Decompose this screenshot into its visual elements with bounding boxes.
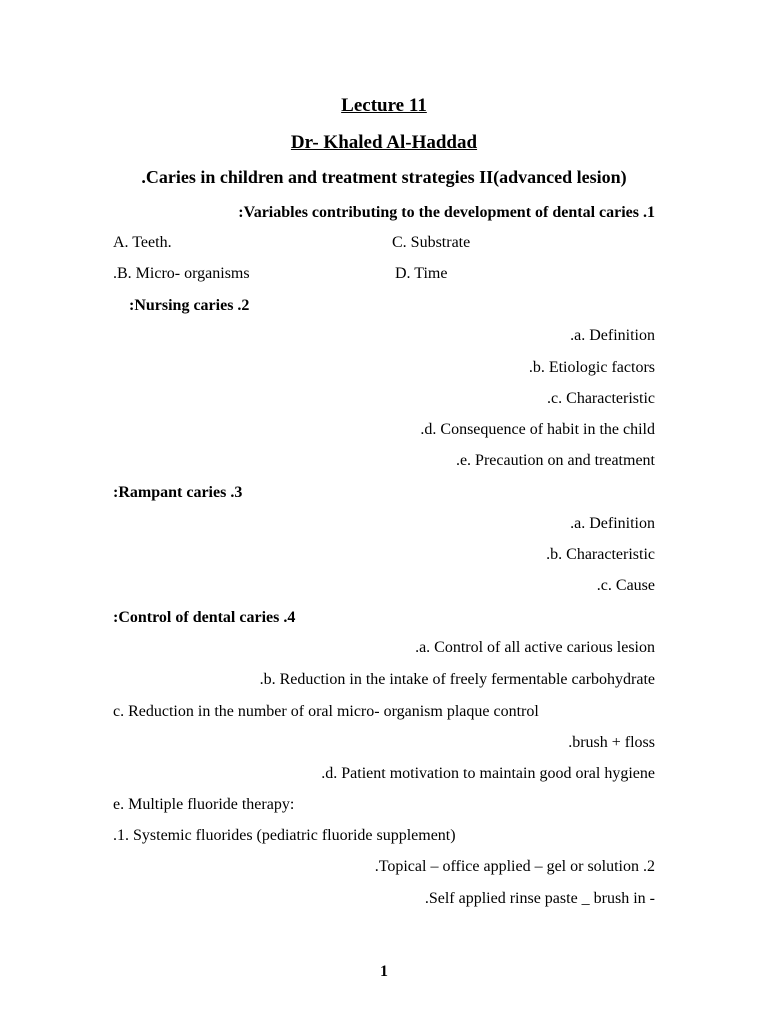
- page-number: 1: [380, 963, 388, 980]
- section-2-item: .a. Definition: [570, 327, 655, 344]
- section-2-item: .e. Precaution on and treatment: [455, 452, 655, 469]
- author-name: Dr- Khaled Al-Haddad: [290, 132, 478, 153]
- section-2-heading: :Nursing caries .2: [129, 297, 250, 314]
- section-4-item: c. Reduction in the number of oral micro- organism plaque control: [113, 703, 539, 720]
- section-3-heading: :Rampant caries .3: [113, 484, 243, 501]
- section-2-item: .c. Characteristic: [547, 390, 655, 407]
- section-4-heading: :Control of dental caries .4: [113, 609, 296, 626]
- section-1-heading: :Variables contributing to the development of dental caries .1: [238, 204, 655, 221]
- section-4-item: .1. Systemic fluorides (pediatric fluoride supplement): [113, 827, 456, 844]
- section-4-item: .b. Reduction in the intake of freely fermentable carbohydrate: [259, 671, 655, 688]
- section-1-item-substrate: C. Substrate: [392, 234, 471, 251]
- section-3-item: .c. Cause: [596, 577, 655, 594]
- section-4-item: .Self applied rinse paste _ brush in -: [424, 890, 655, 907]
- section-4-item: .brush + floss: [568, 734, 655, 751]
- section-4-item: .a. Control of all active carious lesion: [415, 639, 655, 656]
- section-4-item: .d. Patient motivation to maintain good oral hygiene: [321, 765, 655, 782]
- section-1-item-teeth: A. Teeth.: [113, 234, 172, 251]
- section-3-item: .b. Characteristic: [546, 546, 655, 563]
- section-2-item: .b. Etiologic factors: [528, 359, 655, 376]
- section-4-item: e. Multiple fluoride therapy:: [113, 796, 295, 813]
- lecture-title: Lecture 11: [341, 95, 427, 116]
- lecture-topic: .Caries in children and treatment strategies II(advanced lesion): [141, 167, 627, 187]
- section-3-item: .a. Definition: [570, 515, 655, 532]
- section-4-item: .Topical – office applied – gel or solution .2: [374, 858, 655, 875]
- section-1-item-time: D. Time: [395, 265, 448, 282]
- section-2-item: .d. Consequence of habit in the child: [420, 421, 655, 438]
- section-1-item-micro-organisms: .B. Micro- organisms: [113, 265, 250, 282]
